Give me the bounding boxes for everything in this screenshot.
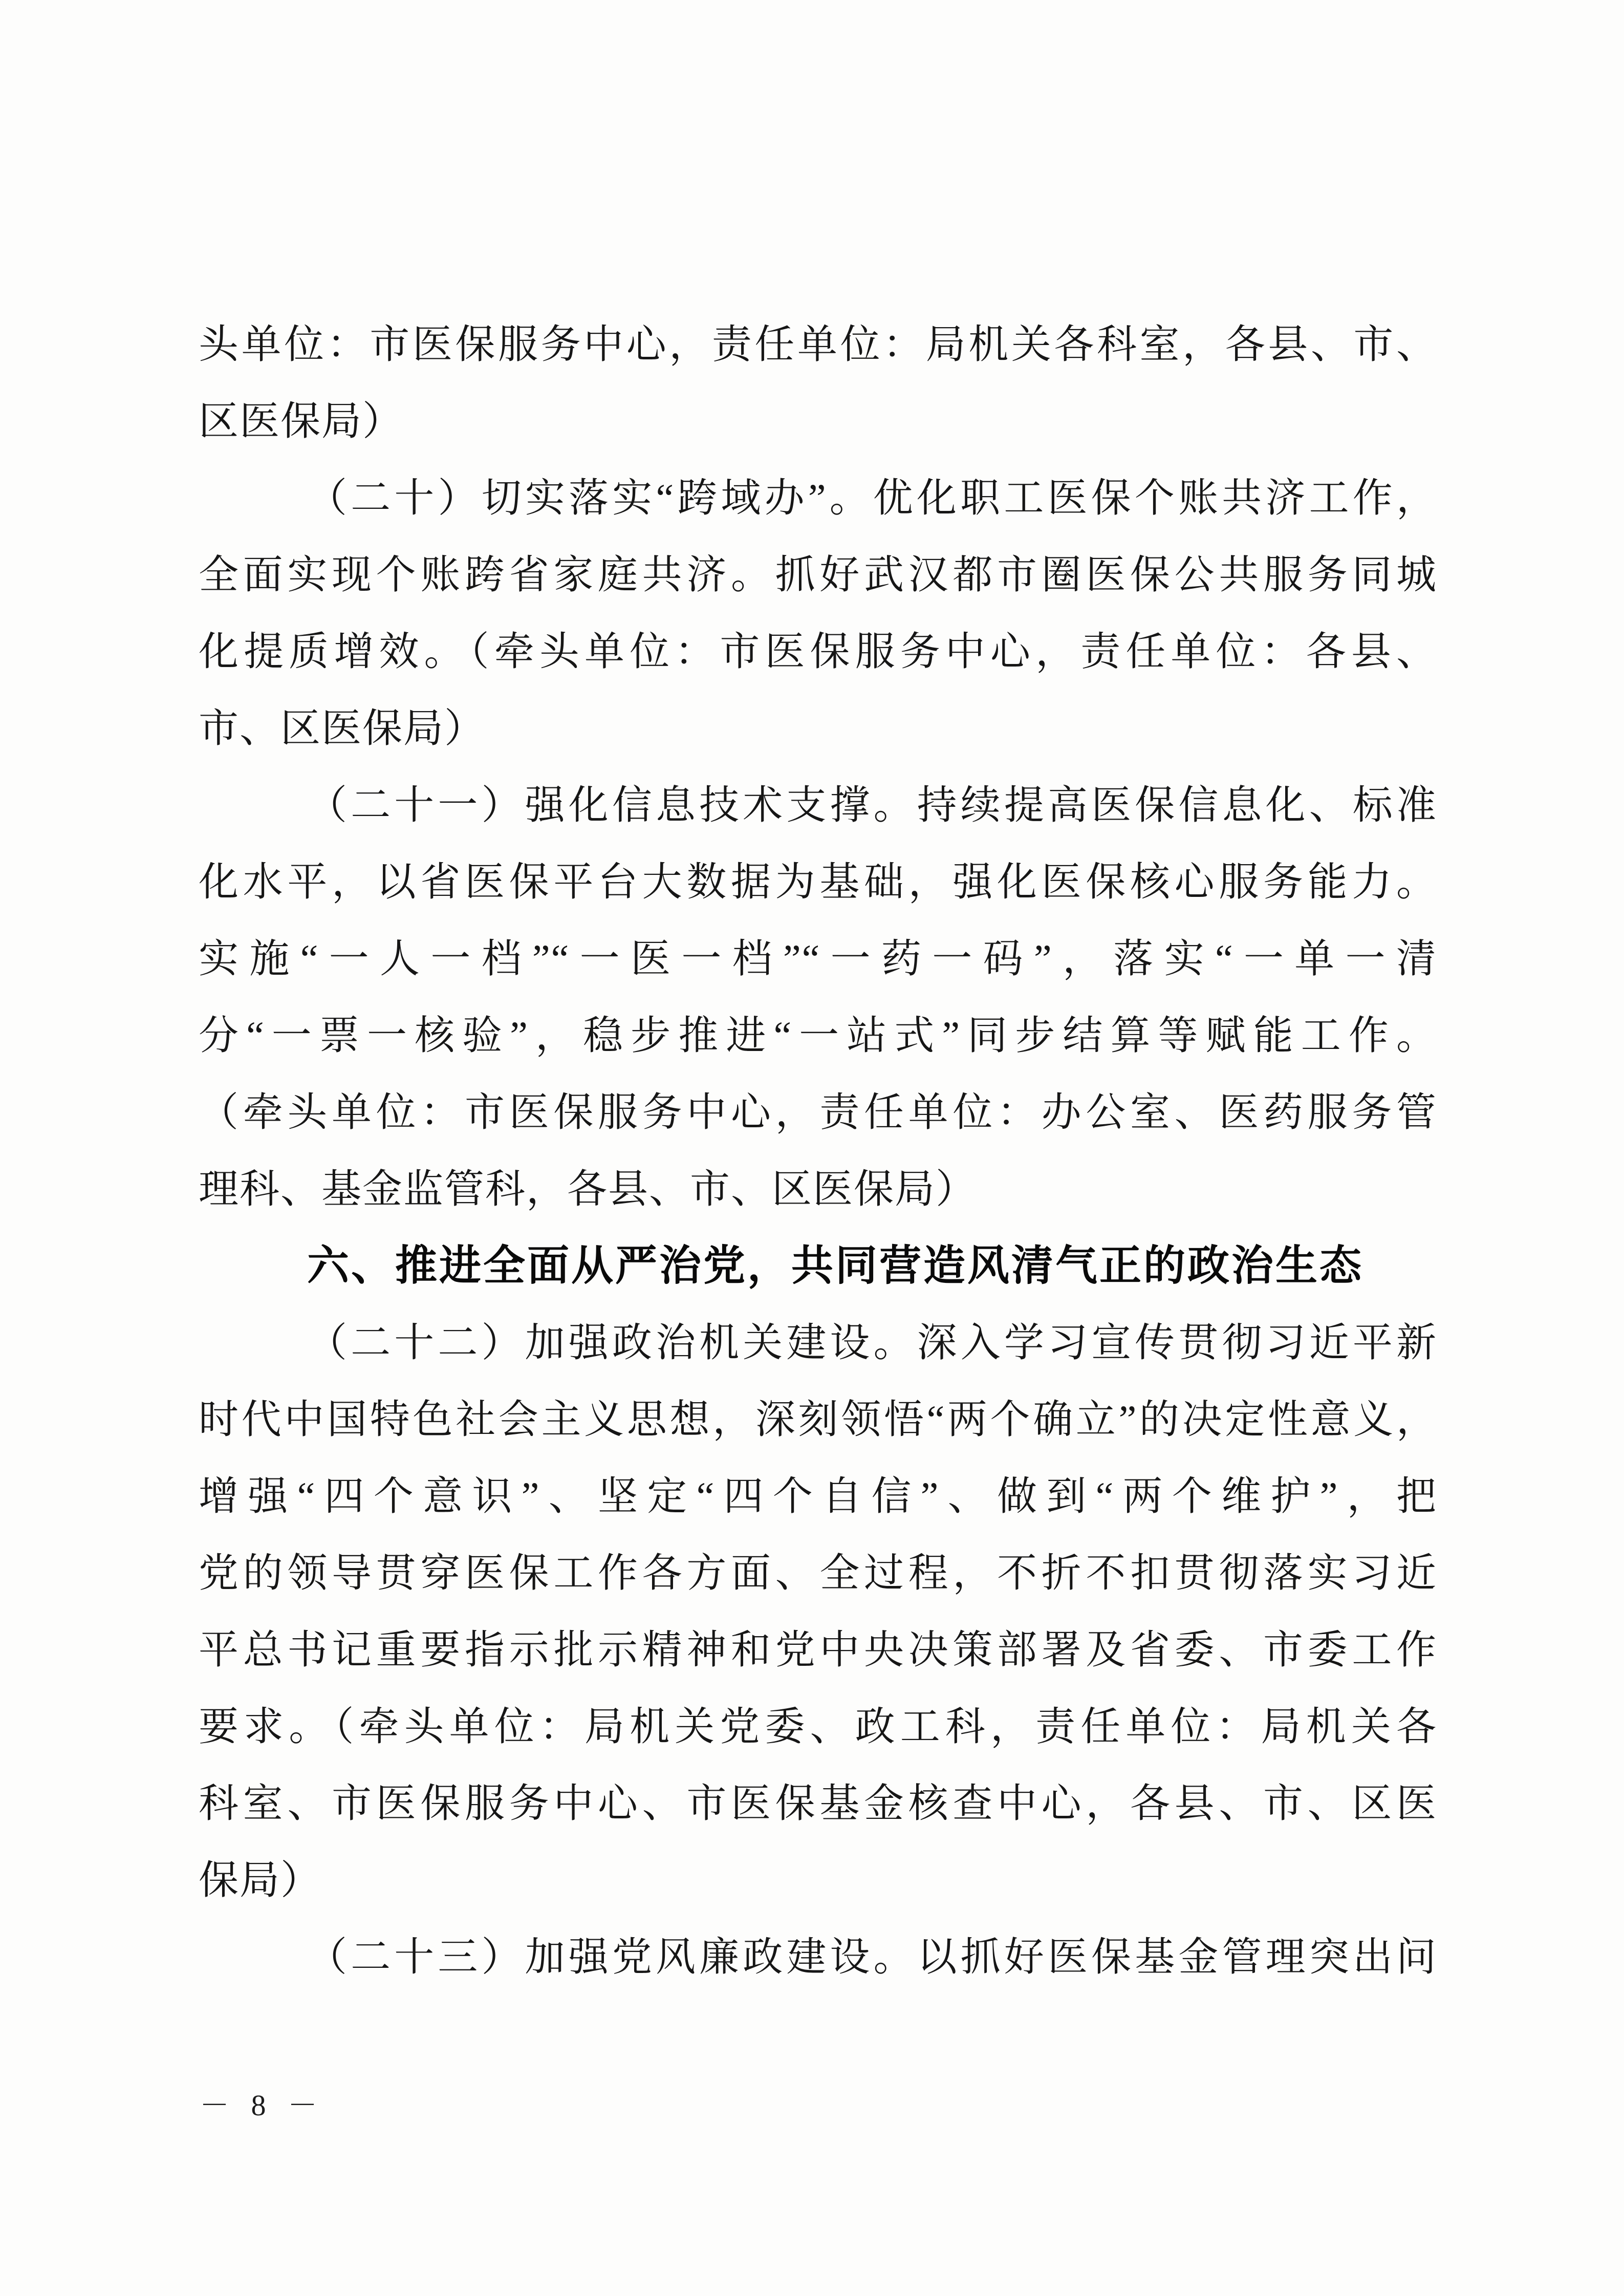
paragraph-start-line: （二十）切实落实“跨域办”。优化职工医保个账共济工作， — [307, 476, 1437, 520]
text-line: 区医保局） — [199, 399, 404, 443]
document-text-block — [199, 306, 1437, 1995]
section-heading: 六、推进全面从严治党，共同营造风清气正的政治生态 — [307, 1242, 1364, 1289]
text-line: 实施“一人一档”“一医一档”“一药一码”，落实“一单一清 — [199, 936, 1437, 981]
text-line: 化水平，以省医保平台大数据为基础，强化医保核心服务能力。 — [199, 860, 1437, 904]
text-line: 要求。（牵头单位：局机关党委、政工科，责任单位：局机关各 — [199, 1704, 1437, 1749]
text-line: 化提质增效。（牵头单位：市医保服务中心，责任单位：各县、 — [199, 629, 1437, 674]
page-number: － 8 － — [200, 2089, 325, 2122]
text-line: 保局） — [199, 1858, 322, 1902]
text-line: 全面实现个账跨省家庭共济。抓好武汉都市圈医保公共服务同城 — [199, 552, 1437, 597]
text-line: 分“一票一核验”，稳步推进“一站式”同步结算等赋能工作。 — [199, 1013, 1437, 1058]
text-line: 理科、基金监管科，各县、市、区医保局） — [199, 1167, 977, 1211]
text-line: 头单位：市医保服务中心，责任单位：局机关各科室，各县、市、 — [199, 322, 1437, 367]
paragraph-start-line: （二十三）加强党风廉政建设。以抓好医保基金管理突出问 — [307, 1935, 1437, 1979]
text-line: 平总书记重要指示批示精神和党中央决策部署及省委、市委工作 — [199, 1627, 1437, 1672]
paragraph-start-line: （二十一）强化信息技术支撑。持续提高医保信息化、标准 — [307, 783, 1437, 827]
text-line: 时代中国特色社会主义思想，深刻领悟“两个确立”的决定性意义， — [199, 1397, 1437, 1442]
text-line: 市、区医保局） — [199, 706, 486, 750]
text-line: 科室、市医保服务中心、市医保基金核查中心，各县、市、区医 — [199, 1781, 1437, 1826]
text-line: （牵头单位：市医保服务中心，责任单位：办公室、医药服务管 — [199, 1090, 1437, 1134]
text-line: 增强“四个意识”、坚定“四个自信”、做到“两个维护”，把 — [199, 1474, 1437, 1518]
text-line: 党的领导贯穿医保工作各方面、全过程，不折不扣贯彻落实习近 — [199, 1551, 1437, 1595]
paragraph-start-line: （二十二）加强政治机关建设。深入学习宣传贯彻习近平新 — [307, 1320, 1437, 1365]
